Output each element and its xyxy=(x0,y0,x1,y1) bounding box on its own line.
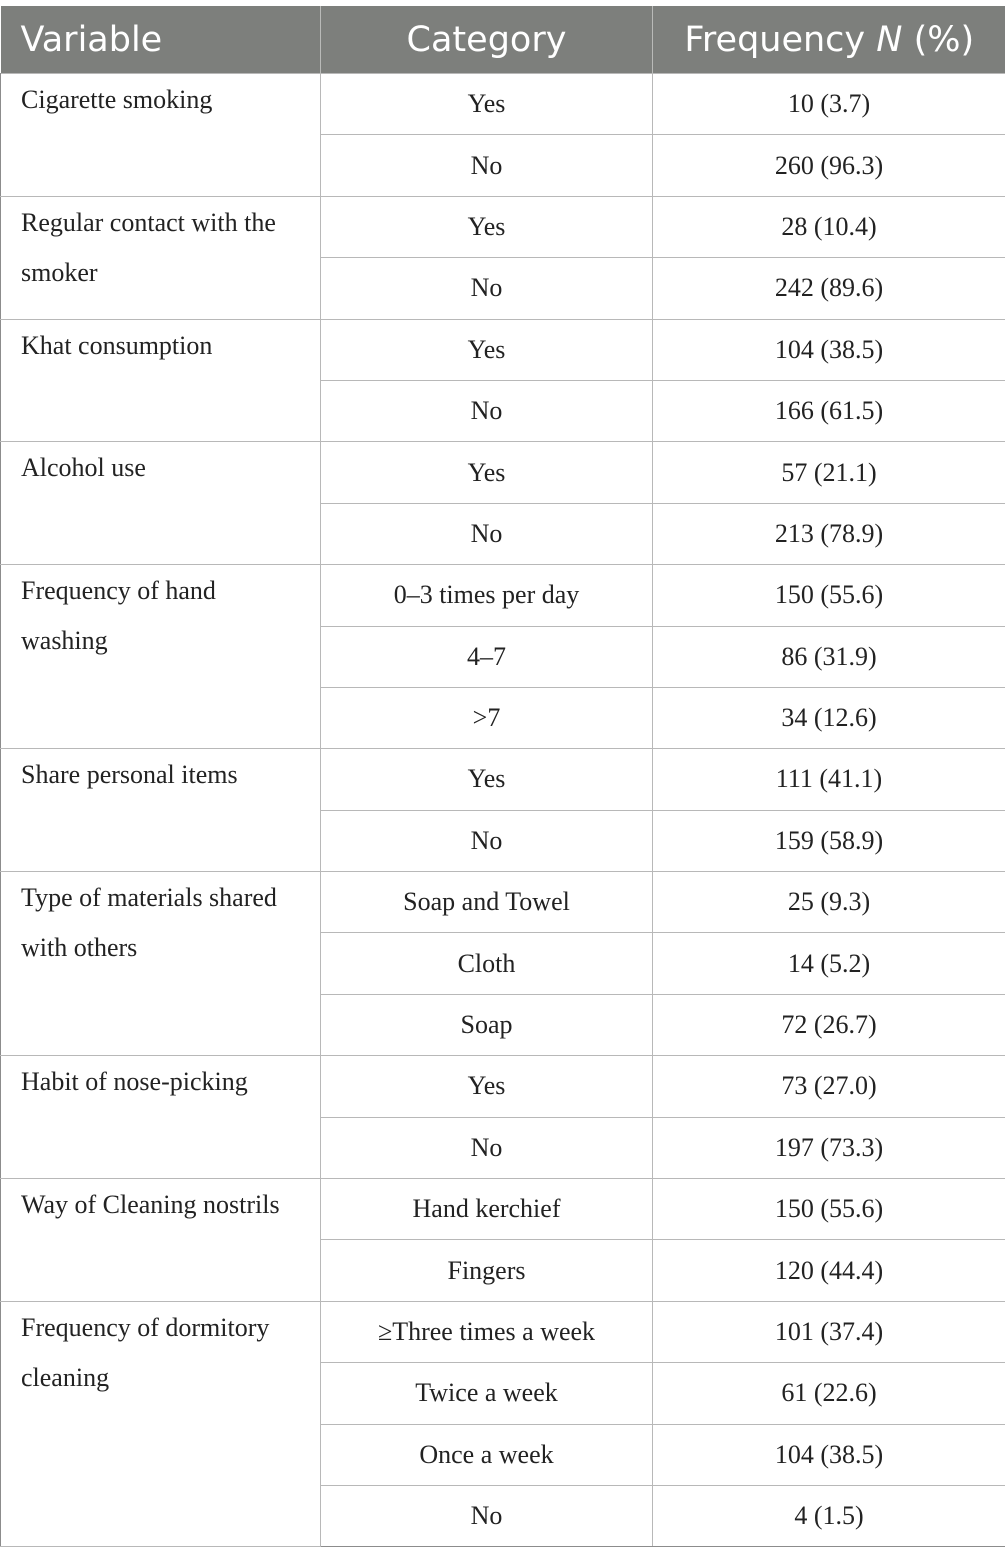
frequency-cell: 166 (61.5) xyxy=(653,380,1005,441)
frequency-cell: 61 (22.6) xyxy=(653,1363,1005,1424)
variable-label: Frequency of hand washing xyxy=(21,576,216,656)
frequency-cell: 197 (73.3) xyxy=(653,1117,1005,1178)
header-category: Category xyxy=(321,6,653,74)
category-cell: Yes xyxy=(321,74,653,135)
category-cell: No xyxy=(321,380,653,441)
category-cell: No xyxy=(321,135,653,196)
table-row xyxy=(1,565,1005,626)
variable-cell xyxy=(1,1301,321,1547)
frequency-cell: 213 (78.9) xyxy=(653,503,1005,564)
table-row xyxy=(1,319,1005,380)
table-row xyxy=(1,196,1005,257)
frequency-cell: 159 (58.9) xyxy=(653,810,1005,871)
variable-cell xyxy=(1,442,321,565)
category-cell: Cloth xyxy=(321,933,653,994)
category-cell: No xyxy=(321,810,653,871)
category-cell: No xyxy=(321,1485,653,1546)
category-cell: No xyxy=(321,503,653,564)
frequency-cell: 72 (26.7) xyxy=(653,994,1005,1055)
header-variable: Variable xyxy=(1,6,321,74)
frequency-cell: 14 (5.2) xyxy=(653,933,1005,994)
frequency-cell: 73 (27.0) xyxy=(653,1056,1005,1117)
header-row xyxy=(1,6,1005,74)
variable-cell xyxy=(1,319,321,442)
frequency-cell: 150 (55.6) xyxy=(653,565,1005,626)
frequency-cell: 104 (38.5) xyxy=(653,319,1005,380)
variable-label: Habit of nose-picking xyxy=(21,1067,248,1097)
frequency-cell: 242 (89.6) xyxy=(653,258,1005,319)
category-cell: No xyxy=(321,1117,653,1178)
category-cell: Soap and Towel xyxy=(321,872,653,933)
variable-cell xyxy=(1,565,321,749)
variable-label: Cigarette smoking xyxy=(21,85,213,114)
category-cell: ≥Three times a week xyxy=(321,1301,653,1362)
category-cell: 0–3 times per day xyxy=(321,565,653,626)
frequency-cell: 150 (55.6) xyxy=(653,1179,1005,1240)
variable-label: Khat consumption xyxy=(21,330,213,360)
frequency-cell: 10 (3.7) xyxy=(653,74,1005,135)
variable-cell xyxy=(1,749,321,872)
variable-label: Way of Cleaning nostrils xyxy=(21,1190,280,1220)
frequency-cell: 86 (31.9) xyxy=(653,626,1005,687)
variable-label: Frequency of dormitory cleaning xyxy=(21,1312,270,1392)
frequency-cell: 34 (12.6) xyxy=(653,687,1005,748)
frequency-cell: 120 (44.4) xyxy=(653,1240,1005,1301)
frequency-cell: 28 (10.4) xyxy=(653,196,1005,257)
table-row xyxy=(1,74,1005,135)
frequency-cell: 25 (9.3) xyxy=(653,872,1005,933)
header-frequency-n: N xyxy=(876,19,903,60)
category-cell: Once a week xyxy=(321,1424,653,1485)
table-body xyxy=(1,74,1005,1547)
variable-cell xyxy=(1,196,321,319)
category-cell: Hand kerchief xyxy=(321,1179,653,1240)
variable-label: Type of materials shared with others xyxy=(21,883,277,963)
frequency-cell: 101 (37.4) xyxy=(653,1301,1005,1362)
variable-label: Alcohol use xyxy=(21,453,146,483)
category-cell: Yes xyxy=(321,749,653,810)
category-cell: Yes xyxy=(321,319,653,380)
table-row xyxy=(1,749,1005,810)
header-frequency xyxy=(653,6,1005,74)
table-header xyxy=(1,6,1005,74)
category-cell: Twice a week xyxy=(321,1363,653,1424)
category-cell: Fingers xyxy=(321,1240,653,1301)
category-cell: Yes xyxy=(321,442,653,503)
frequency-cell: 4 (1.5) xyxy=(653,1485,1005,1546)
frequency-cell: 111 (41.1) xyxy=(653,749,1005,810)
table-row xyxy=(1,1301,1005,1362)
category-cell: >7 xyxy=(321,687,653,748)
variable-cell xyxy=(1,872,321,1056)
header-frequency-prefix: Frequency xyxy=(684,19,877,60)
category-cell: Yes xyxy=(321,196,653,257)
variable-cell xyxy=(1,74,321,197)
frequency-table xyxy=(0,6,1005,1547)
variable-label: Regular contact with the smoker xyxy=(21,207,276,287)
category-cell: Yes xyxy=(321,1056,653,1117)
table-row xyxy=(1,442,1005,503)
category-cell: No xyxy=(321,258,653,319)
table-row xyxy=(1,1179,1005,1240)
frequency-cell: 57 (21.1) xyxy=(653,442,1005,503)
table-row xyxy=(1,872,1005,933)
category-cell: 4–7 xyxy=(321,626,653,687)
category-cell: Soap xyxy=(321,994,653,1055)
header-frequency-suffix: (%) xyxy=(902,19,975,60)
variable-label: Share personal items xyxy=(21,760,238,790)
variable-cell xyxy=(1,1179,321,1302)
frequency-cell: 260 (96.3) xyxy=(653,135,1005,196)
variable-cell xyxy=(1,1056,321,1179)
table-row xyxy=(1,1056,1005,1117)
frequency-cell: 104 (38.5) xyxy=(653,1424,1005,1485)
